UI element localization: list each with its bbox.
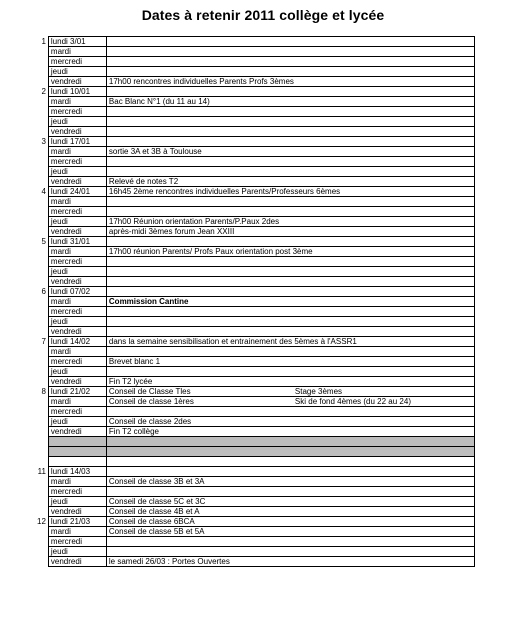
day-cell: mercredi [48,57,106,67]
table-row [35,307,474,317]
week-number: 6 [35,287,48,297]
event-cell [106,347,474,357]
day-cell: vendredi [48,227,106,237]
table-row [35,497,474,507]
table-row [35,417,474,427]
day-cell: lundi 21/03 [48,517,106,527]
table-row [35,67,474,77]
week-number: 1 [35,37,48,47]
day-cell: lundi 07/02 [48,287,106,297]
event-cell [106,447,474,457]
event-text: le samedi 26/03 : Portes Ouvertes [108,557,230,566]
table-row [35,107,474,117]
day-cell [48,447,106,457]
day-cell: jeudi [48,367,106,377]
day-cell: mardi [48,527,106,537]
event-text: sortie 3A et 3B à Toulouse [108,147,202,156]
week-number [35,307,48,317]
table-row [35,227,474,237]
table-row [35,407,474,417]
week-number [35,297,48,307]
week-number [35,557,48,567]
table-row [35,547,474,557]
table-row [35,137,474,147]
day-cell: lundi 17/01 [48,137,106,147]
week-number [35,317,48,327]
event-cell [106,77,474,87]
event-text: 17h00 Réunion orientation Parents/P.Paux 2des [108,217,280,226]
week-number [35,437,48,447]
week-number [35,147,48,157]
table-row [35,557,474,567]
table-row [35,47,474,57]
table-row [35,377,474,387]
event-text: Conseil de classe 5B et 5A [108,527,205,536]
table-row [35,117,474,127]
table-row [35,147,474,157]
day-cell: mardi [48,297,106,307]
day-cell: mardi [48,147,106,157]
day-cell: jeudi [48,217,106,227]
event-cell [106,227,474,237]
event-text-secondary: Ski de fond 4èmes (du 22 au 24) [294,397,411,406]
event-cell [106,307,474,317]
event-cell [106,167,474,177]
week-number [35,477,48,487]
day-cell: mardi [48,397,106,407]
week-number [35,277,48,287]
event-cell [106,137,474,147]
week-number: 5 [35,237,48,247]
event-text: Fin T2 collège [108,427,160,436]
table-row [35,527,474,537]
week-number [35,227,48,237]
table-row [35,267,474,277]
table-row [35,207,474,217]
event-cell [106,557,474,567]
event-cell [106,277,474,287]
day-cell: lundi 31/01 [48,237,106,247]
event-cell [106,187,474,197]
day-cell [48,437,106,447]
event-text: 17h00 rencontres individuelles Parents Profs 3èmes [108,77,294,86]
day-cell: jeudi [48,267,106,277]
week-number: 2 [35,87,48,97]
day-cell: jeudi [48,497,106,507]
event-text: dans la semaine sensibilisation et entrainement des 5èmes à l'ASSR1 [108,337,357,346]
event-text: après-midi 3èmes forum Jean XXIII [108,227,235,236]
table-row [35,477,474,487]
event-text: Brevet blanc 1 [108,357,161,366]
event-text: Fin T2 lycée [108,377,153,386]
table-row [35,347,474,357]
week-number [35,447,48,457]
week-number [35,267,48,277]
day-cell: lundi 14/02 [48,337,106,347]
table-row [35,357,474,367]
event-cell [106,477,474,487]
day-cell: vendredi [48,177,106,187]
table-row [35,87,474,97]
week-number [35,547,48,557]
day-cell: mercredi [48,107,106,117]
week-number [35,537,48,547]
week-number [35,377,48,387]
event-text: Conseil de classe 6BCA [108,517,195,526]
week-number [35,117,48,127]
day-cell: vendredi [48,277,106,287]
table-row [35,257,474,267]
day-cell: mercredi [48,487,106,497]
week-number [35,397,48,407]
schedule-body [35,37,474,567]
day-cell: vendredi [48,557,106,567]
week-number [35,417,48,427]
week-number [35,107,48,117]
day-cell: lundi 14/03 [48,467,106,477]
event-cell [106,37,474,47]
event-cell [106,487,474,497]
event-cell [106,467,474,477]
event-text: Conseil de classe 1ères [108,397,194,406]
week-number [35,347,48,357]
event-text: 17h00 réunion Parents/ Profs Paux orientation post 3ème [108,247,313,256]
week-number [35,177,48,187]
day-cell: vendredi [48,127,106,137]
event-text: Conseil de classe 3B et 3A [108,477,205,486]
week-number [35,47,48,57]
event-cell [106,537,474,547]
table-row [35,247,474,257]
day-cell: mercredi [48,207,106,217]
table-row [35,277,474,287]
event-cell [106,287,474,297]
event-cell [106,207,474,217]
day-cell: mercredi [48,157,106,167]
day-cell: jeudi [48,417,106,427]
day-cell: mercredi [48,537,106,547]
week-number [35,57,48,67]
table-row [35,167,474,177]
day-cell: mercredi [48,257,106,267]
day-cell: lundi 21/02 [48,387,106,397]
event-text: Conseil de classe 5C et 3C [108,497,206,506]
day-cell: lundi 3/01 [48,37,106,47]
event-cell [106,367,474,377]
week-number: 3 [35,137,48,147]
event-cell [106,87,474,97]
table-row [35,367,474,377]
table-row [35,507,474,517]
day-cell: jeudi [48,547,106,557]
event-text: Commission Cantine [108,297,189,306]
event-cell [106,357,474,367]
week-number [35,77,48,87]
table-row [35,77,474,87]
event-cell [106,117,474,127]
week-number [35,217,48,227]
table-row [35,187,474,197]
event-text-secondary: Stage 3èmes [294,387,343,396]
table-row [35,287,474,297]
day-cell: jeudi [48,317,106,327]
event-cell [106,297,474,307]
event-cell [106,397,474,407]
week-number [35,207,48,217]
table-row [35,337,474,347]
event-cell [106,337,474,347]
event-cell [106,497,474,507]
week-number: 12 [35,517,48,527]
event-cell [106,197,474,207]
event-cell [106,427,474,437]
event-cell [106,257,474,267]
week-number [35,357,48,367]
event-cell [106,457,474,467]
day-cell: lundi 10/01 [48,87,106,97]
event-cell [106,387,474,397]
week-number [35,127,48,137]
event-cell [106,57,474,67]
week-number: 11 [35,467,48,477]
day-cell: vendredi [48,427,106,437]
event-text: 16h45 2ème rencontres individuelles Parents/Professeurs 6èmes [108,187,341,196]
table-row [35,387,474,397]
event-cell [106,177,474,187]
event-text: Conseil de classe 2des [108,417,192,426]
day-cell: mardi [48,347,106,357]
week-number: 8 [35,387,48,397]
week-number [35,67,48,77]
event-cell [106,147,474,157]
week-number [35,247,48,257]
event-text: Bac Blanc N°1 (du 11 au 14) [108,97,210,106]
day-cell: mercredi [48,407,106,417]
day-cell: jeudi [48,167,106,177]
event-cell [106,267,474,277]
table-row [35,57,474,67]
week-number [35,527,48,537]
table-row [35,517,474,527]
event-cell [106,317,474,327]
day-cell: jeudi [48,117,106,127]
week-number [35,367,48,377]
week-number [35,487,48,497]
schedule-table [35,36,475,567]
table-row [35,217,474,227]
day-cell: vendredi [48,77,106,87]
table-row [35,197,474,207]
table-row [35,447,474,457]
day-cell: mardi [48,477,106,487]
week-number [35,427,48,437]
week-number [35,457,48,467]
table-row [35,127,474,137]
table-row [35,327,474,337]
day-cell: vendredi [48,507,106,517]
week-number: 4 [35,187,48,197]
week-number [35,167,48,177]
event-cell [106,517,474,527]
week-number [35,197,48,207]
table-row [35,467,474,477]
event-cell [106,237,474,247]
event-cell [106,507,474,517]
week-number [35,327,48,337]
week-number [35,407,48,417]
table-row [35,317,474,327]
table-row [35,297,474,307]
event-cell [106,547,474,557]
event-cell [106,377,474,387]
table-row [35,457,474,467]
table-row [35,437,474,447]
table-row [35,487,474,497]
event-text: Relevé de notes T2 [108,177,179,186]
event-cell [106,527,474,537]
week-number [35,507,48,517]
table-row [35,37,474,47]
event-cell [106,437,474,447]
table-row [35,237,474,247]
day-cell: jeudi [48,67,106,77]
event-cell [106,247,474,257]
table-row [35,427,474,437]
day-cell: vendredi [48,327,106,337]
event-text: Conseil de Classe Tles [108,387,191,396]
day-cell: mercredi [48,357,106,367]
week-number [35,97,48,107]
event-cell [106,417,474,427]
table-row [35,397,474,407]
event-cell [106,67,474,77]
table-row [35,97,474,107]
event-cell [106,97,474,107]
event-cell [106,107,474,117]
week-number [35,257,48,267]
event-cell [106,127,474,137]
day-cell: mercredi [48,307,106,317]
table-row [35,157,474,167]
day-cell: vendredi [48,377,106,387]
day-cell: lundi 24/01 [48,187,106,197]
page-title: Dates à retenir 2011 collège et lycée [141,7,385,23]
week-number [35,497,48,507]
event-cell [106,157,474,167]
day-cell [48,457,106,467]
week-number [35,157,48,167]
event-cell [106,47,474,57]
event-cell [106,217,474,227]
event-text: Conseil de classe 4B et A [108,507,200,516]
day-cell: mardi [48,47,106,57]
day-cell: mardi [48,97,106,107]
event-cell [106,327,474,337]
week-number: 7 [35,337,48,347]
event-cell [106,407,474,417]
day-cell: mardi [48,197,106,207]
table-row [35,537,474,547]
table-row [35,177,474,187]
day-cell: mardi [48,247,106,257]
